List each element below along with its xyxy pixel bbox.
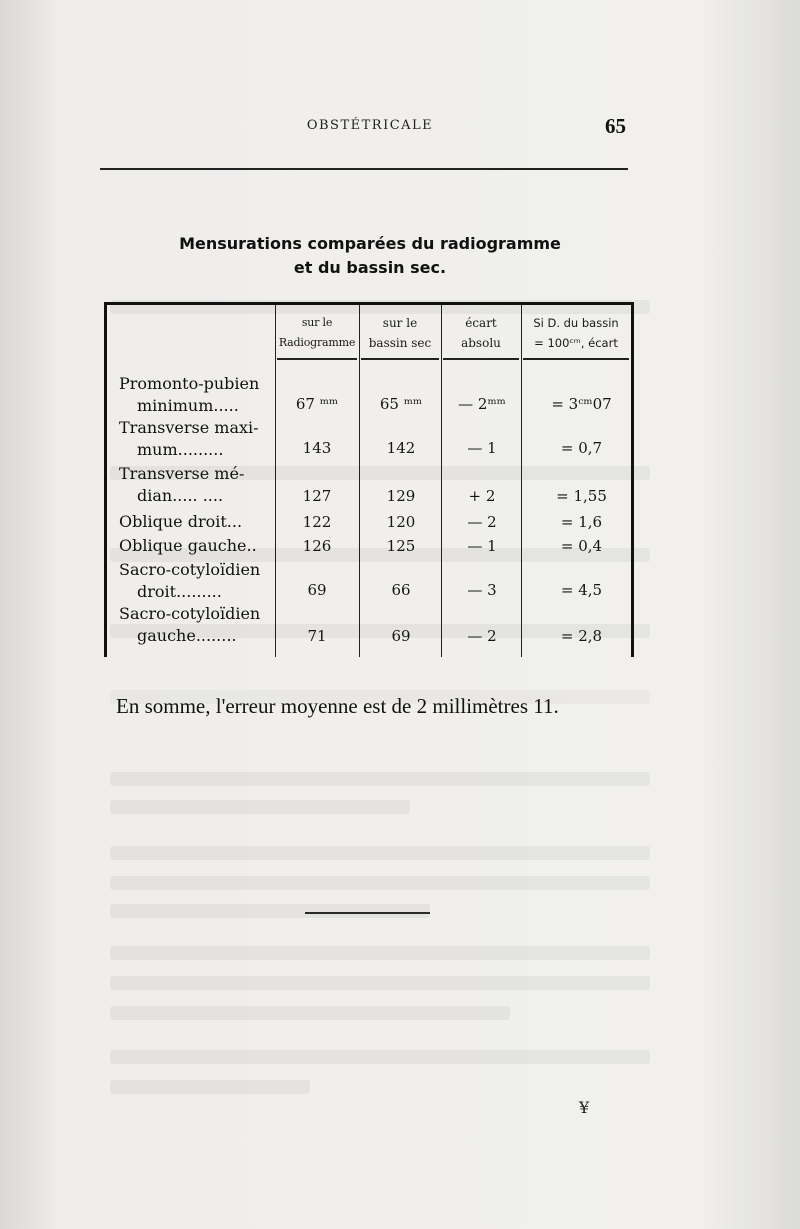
- bleed-through: [110, 1080, 310, 1094]
- body-paragraph: En somme, l'erreur moyenne est de 2 millimètres 11.: [116, 694, 559, 718]
- table-row-label: Promonto-pubien minimum.....: [119, 374, 260, 415]
- bleed-through: [110, 946, 650, 960]
- table-title-line: et du bassin sec.: [293, 258, 447, 277]
- page-header: [100, 114, 640, 148]
- table-cell: — 1: [467, 439, 497, 457]
- table-row-label: Sacro-cotyloïdien droit.........: [119, 560, 261, 601]
- table-cell: 127: [302, 487, 332, 505]
- table-cell: — 2ᵐᵐ: [458, 395, 506, 413]
- header-underline: [443, 358, 519, 360]
- table-row-label: Oblique droit...: [119, 512, 243, 531]
- table-cell: + 2: [468, 487, 496, 505]
- header-underline: [361, 358, 439, 360]
- column-divider: [441, 305, 442, 657]
- table-title-line: Mensurations comparées du radiogramme: [179, 234, 561, 253]
- measurements-table: [104, 302, 634, 657]
- header-underline: [277, 358, 357, 360]
- table-cell: 65 ᵐᵐ: [379, 395, 423, 413]
- table-cell: — 3: [467, 581, 497, 599]
- column-divider: [521, 305, 522, 657]
- bleed-through: [110, 1006, 510, 1020]
- header-rule: [100, 168, 628, 170]
- table-cell: 125: [386, 537, 416, 555]
- table-cell: 126: [302, 537, 332, 555]
- running-head: OBSTÉTRICALE: [306, 118, 434, 133]
- column-divider: [359, 305, 360, 657]
- bleed-through: [110, 846, 650, 860]
- column-header-radiogramme: sur le Radiogramme: [278, 316, 356, 349]
- table-cell: 122: [302, 513, 332, 531]
- table-cell: = 1,55: [556, 487, 607, 505]
- table-row-label: Sacro-cotyloïdien gauche........: [119, 604, 261, 645]
- table-row-label: Oblique gauche..: [119, 536, 257, 555]
- bleed-through: [110, 800, 410, 814]
- table-cell: — 2: [467, 513, 497, 531]
- table-cell: — 1: [467, 537, 497, 555]
- table-cell: 142: [386, 439, 416, 457]
- table-cell: 129: [386, 487, 416, 505]
- section-rule: [305, 912, 430, 914]
- table-cell: = 4,5: [560, 581, 603, 599]
- bleed-through: [110, 976, 650, 990]
- page-number: 65: [605, 114, 626, 138]
- column-header-ecart-absolu: écart absolu: [461, 316, 501, 350]
- bleed-through: [110, 876, 650, 890]
- table-cell: 120: [386, 513, 416, 531]
- header-underline: [523, 358, 629, 360]
- column-header-bassin-sec: sur le bassin sec: [368, 316, 432, 350]
- table-cell: = 2,8: [560, 627, 603, 645]
- table-cell: = 0,4: [560, 537, 603, 555]
- bleed-through: [110, 772, 650, 786]
- bleed-through: [110, 1050, 650, 1064]
- table-row-label: Transverse mé- dian..... ....: [119, 464, 245, 505]
- table-cell: 69: [307, 581, 327, 599]
- bleed-through: [110, 904, 430, 918]
- table-cell: = 0,7: [560, 439, 603, 457]
- table-cell: = 1,6: [560, 513, 603, 531]
- table-cell: 67 ᵐᵐ: [295, 395, 339, 413]
- column-header-ecart-relatif: Si D. du bassin = 100ᶜᵐ, écart: [533, 316, 619, 350]
- table-cell: 143: [302, 439, 332, 457]
- table-row-label: Transverse maxi- mum.........: [119, 418, 259, 459]
- table-cell: 69: [391, 627, 411, 645]
- signature-mark: ¥: [579, 1098, 590, 1117]
- table-title: [110, 232, 630, 280]
- table-cell: — 2: [467, 627, 497, 645]
- table-cell: = 3ᶜᵐ07: [551, 395, 612, 413]
- table-cell: 71: [307, 627, 327, 645]
- table-cell: 66: [391, 581, 411, 599]
